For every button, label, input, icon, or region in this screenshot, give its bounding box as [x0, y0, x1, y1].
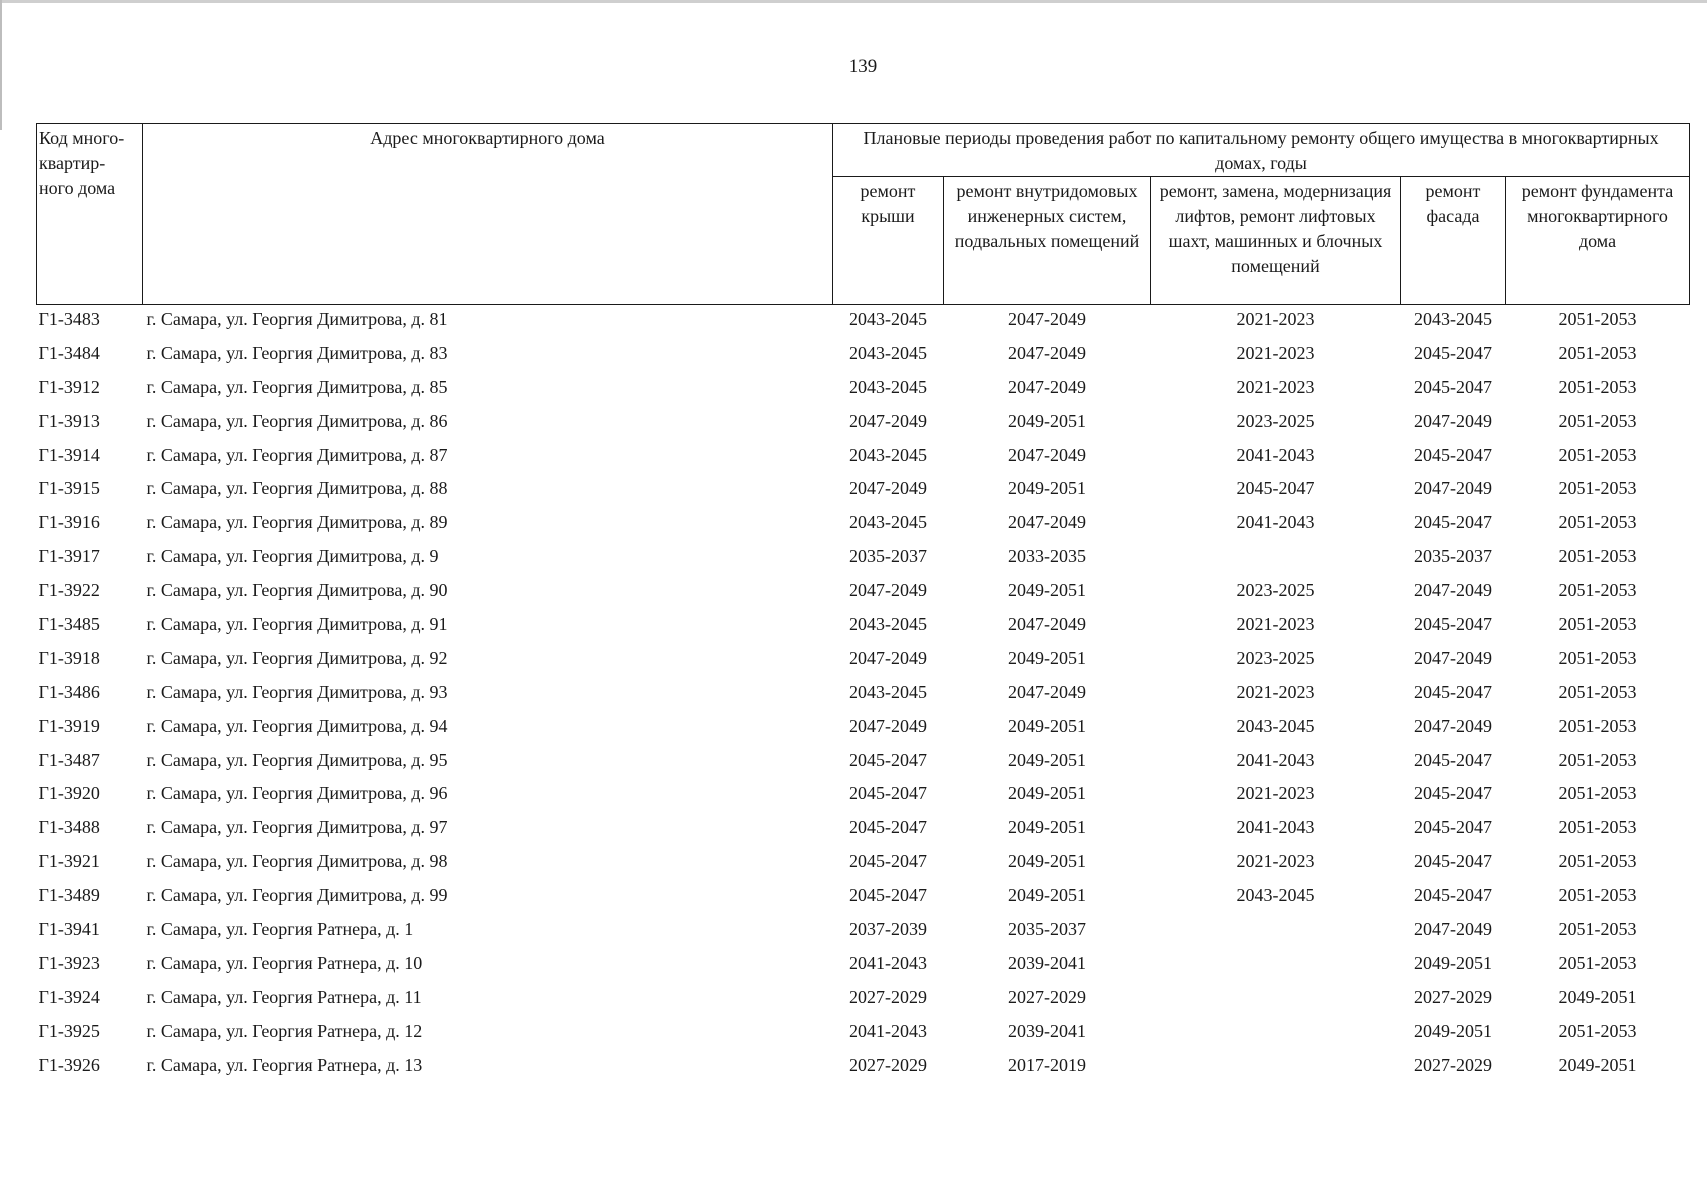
- cell-code: Г1-3918: [38, 647, 100, 668]
- cell-roof: 2035-2037: [849, 546, 927, 567]
- cell-foundation: 2051-2053: [1558, 817, 1637, 838]
- cell-foundation: 2051-2053: [1558, 919, 1637, 940]
- cell-engineering: 2049-2051: [1008, 410, 1086, 431]
- cell-lifts: 2041-2043: [1236, 444, 1315, 465]
- table-row: [37, 1019, 1690, 1053]
- cell-facade: 2047-2049: [1414, 478, 1492, 499]
- cell-foundation: 2051-2053: [1558, 851, 1637, 872]
- cell-foundation: 2051-2053: [1558, 952, 1637, 973]
- cell-roof: 2047-2049: [849, 478, 927, 499]
- cell-foundation: 2051-2053: [1558, 580, 1637, 601]
- table-row: [37, 476, 1690, 510]
- cell-code: Г1-3919: [38, 715, 100, 736]
- cell-foundation: 2051-2053: [1558, 681, 1637, 702]
- cell-code: Г1-3488: [38, 817, 100, 838]
- cell-address: г. Самара, ул. Георгия Ратнера, д. 11: [146, 986, 422, 1007]
- cell-code: Г1-3489: [38, 885, 100, 906]
- cell-engineering: 2047-2049: [1008, 309, 1086, 329]
- cell-lifts: 2021-2023: [1236, 614, 1315, 635]
- table-row: [37, 443, 1690, 477]
- cell-address: г. Самара, ул. Георгия Димитрова, д. 85: [146, 376, 448, 397]
- cell-engineering: 2035-2037: [1008, 919, 1086, 940]
- cell-foundation: 2051-2053: [1558, 614, 1637, 635]
- cell-foundation: 2049-2051: [1558, 1054, 1637, 1075]
- header-lifts: ремонт, замена, модернизация лифтов, ремонт лифтовых шахт, машинных и блочных помещений: [1151, 177, 1401, 305]
- cell-roof: 2047-2049: [849, 410, 927, 431]
- cell-facade: 2045-2047: [1414, 851, 1492, 872]
- cell-code: Г1-3484: [38, 342, 100, 363]
- cell-roof: 2027-2029: [849, 986, 927, 1007]
- table-row: [37, 815, 1690, 849]
- cell-roof: 2027-2029: [849, 1054, 927, 1075]
- cell-engineering: 2049-2051: [1008, 647, 1086, 668]
- cell-facade: 2045-2047: [1414, 681, 1492, 702]
- cell-roof: 2047-2049: [849, 647, 927, 668]
- cell-roof: 2045-2047: [849, 783, 927, 804]
- cell-code: Г1-3485: [38, 614, 100, 635]
- cell-lifts: 2023-2025: [1236, 647, 1315, 668]
- cell-facade: 2047-2049: [1414, 715, 1492, 736]
- table-row: [37, 951, 1690, 985]
- cell-foundation: 2051-2053: [1558, 309, 1637, 329]
- cell-address: г. Самара, ул. Георгия Димитрова, д. 92: [146, 647, 448, 668]
- cell-engineering: 2047-2049: [1008, 681, 1086, 702]
- cell-engineering: 2039-2041: [1008, 1020, 1086, 1041]
- cell-facade: 2045-2047: [1414, 444, 1492, 465]
- cell-foundation: 2051-2053: [1558, 342, 1637, 363]
- cell-lifts: 2021-2023: [1236, 342, 1315, 363]
- table-row: [37, 748, 1690, 782]
- table-row: [37, 781, 1690, 815]
- cell-address: г. Самара, ул. Георгия Димитрова, д. 88: [146, 478, 448, 499]
- table-header: [37, 124, 1690, 305]
- cell-facade: 2049-2051: [1414, 1020, 1492, 1041]
- cell-roof: 2045-2047: [849, 749, 927, 770]
- cell-facade: 2047-2049: [1414, 580, 1492, 601]
- cell-code: Г1-3926: [38, 1054, 100, 1075]
- cell-address: г. Самара, ул. Георгия Димитрова, д. 94: [146, 715, 448, 736]
- cell-engineering: 2047-2049: [1008, 614, 1086, 635]
- cell-facade: 2045-2047: [1414, 614, 1492, 635]
- header-facade: ремонт фасада: [1401, 177, 1506, 305]
- cell-lifts: 2041-2043: [1236, 512, 1315, 533]
- cell-lifts: 2021-2023: [1236, 376, 1315, 397]
- table-row: [37, 305, 1690, 341]
- cell-foundation: 2051-2053: [1558, 885, 1637, 906]
- cell-address: г. Самара, ул. Георгия Димитрова, д. 87: [146, 444, 448, 465]
- cell-facade: 2027-2029: [1414, 1054, 1492, 1075]
- table-row: [37, 985, 1690, 1019]
- cell-engineering: 2049-2051: [1008, 580, 1086, 601]
- cell-foundation: 2051-2053: [1558, 512, 1637, 533]
- table-row: [37, 578, 1690, 612]
- cell-engineering: 2047-2049: [1008, 444, 1086, 465]
- cell-lifts: [1151, 951, 1401, 985]
- cell-roof: 2037-2039: [849, 919, 927, 940]
- cell-lifts: [1151, 1053, 1401, 1087]
- cell-roof: 2045-2047: [849, 851, 927, 872]
- cell-roof: 2041-2043: [849, 1020, 927, 1041]
- cell-facade: 2027-2029: [1414, 986, 1492, 1007]
- cell-lifts: [1151, 985, 1401, 1019]
- table-row: [37, 612, 1690, 646]
- cell-roof: 2045-2047: [849, 885, 927, 906]
- cell-address: г. Самара, ул. Георгия Ратнера, д. 12: [146, 1020, 423, 1041]
- cell-engineering: 2017-2019: [1008, 1054, 1086, 1075]
- cell-facade: 2047-2049: [1414, 647, 1492, 668]
- table-row: [37, 714, 1690, 748]
- cell-address: г. Самара, ул. Георгия Димитрова, д. 90: [146, 580, 448, 601]
- table-row: [37, 646, 1690, 680]
- cell-code: Г1-3941: [38, 919, 100, 940]
- cell-foundation: 2051-2053: [1558, 715, 1637, 736]
- cell-lifts: 2021-2023: [1236, 783, 1315, 804]
- cell-code: Г1-3487: [38, 749, 100, 770]
- header-roof: ремонт крыши: [833, 177, 944, 305]
- cell-address: г. Самара, ул. Георгия Димитрова, д. 98: [146, 851, 448, 872]
- cell-engineering: 2049-2051: [1008, 817, 1086, 838]
- cell-lifts: 2041-2043: [1236, 749, 1315, 770]
- cell-roof: 2047-2049: [849, 580, 927, 601]
- cell-roof: 2041-2043: [849, 952, 927, 973]
- cell-code: Г1-3917: [38, 546, 100, 567]
- cell-lifts: [1151, 544, 1401, 578]
- cell-engineering: 2049-2051: [1008, 783, 1086, 804]
- cell-address: г. Самара, ул. Георгия Димитрова, д. 9: [146, 546, 439, 567]
- cell-address: г. Самара, ул. Георгия Димитрова, д. 93: [146, 681, 448, 702]
- header-row-top: [37, 124, 1690, 177]
- cell-address: г. Самара, ул. Георгия Ратнера, д. 10: [146, 952, 423, 973]
- header-foundation: ремонт фундамента многоквартирного дома: [1506, 177, 1690, 305]
- cell-code: Г1-3923: [38, 952, 100, 973]
- cell-facade: 2047-2049: [1414, 919, 1492, 940]
- cell-foundation: 2051-2053: [1558, 647, 1637, 668]
- header-address: Адрес многоквартирного дома: [143, 124, 833, 305]
- cell-code: Г1-3924: [38, 986, 100, 1007]
- table-row: [37, 375, 1690, 409]
- cell-lifts: 2023-2025: [1236, 410, 1315, 431]
- cell-facade: 2045-2047: [1414, 817, 1492, 838]
- table-row: [37, 341, 1690, 375]
- cell-facade: 2045-2047: [1414, 783, 1492, 804]
- cell-lifts: 2023-2025: [1236, 580, 1315, 601]
- cell-engineering: 2049-2051: [1008, 851, 1086, 872]
- cell-lifts: 2043-2045: [1236, 715, 1315, 736]
- cell-foundation: 2051-2053: [1558, 376, 1637, 397]
- cell-foundation: 2051-2053: [1558, 1020, 1637, 1041]
- cell-address: г. Самара, ул. Георгия Димитрова, д. 89: [146, 512, 448, 533]
- cell-roof: 2043-2045: [849, 512, 927, 533]
- cell-address: г. Самара, ул. Георгия Ратнера, д. 13: [146, 1054, 423, 1075]
- table-row: [37, 544, 1690, 578]
- table-row: [37, 883, 1690, 917]
- cell-address: г. Самара, ул. Георгия Димитрова, д. 95: [146, 749, 448, 770]
- cell-roof: 2043-2045: [849, 342, 927, 363]
- cell-facade: 2045-2047: [1414, 342, 1492, 363]
- cell-facade: 2045-2047: [1414, 749, 1492, 770]
- table-row: [37, 917, 1690, 951]
- cell-lifts: 2045-2047: [1236, 478, 1315, 499]
- cell-code: Г1-3914: [38, 444, 100, 465]
- header-engineering: ремонт внутридомовых инженерных систем, подвальных помещений: [944, 177, 1151, 305]
- cell-facade: 2045-2047: [1414, 376, 1492, 397]
- cell-address: г. Самара, ул. Георгия Димитрова, д. 96: [146, 783, 448, 804]
- cell-foundation: 2049-2051: [1558, 986, 1637, 1007]
- cell-engineering: 2047-2049: [1008, 342, 1086, 363]
- cell-foundation: 2051-2053: [1558, 783, 1637, 804]
- cell-foundation: 2051-2053: [1558, 410, 1637, 431]
- cell-facade: 2045-2047: [1414, 885, 1492, 906]
- cell-roof: 2043-2045: [849, 376, 927, 397]
- cell-engineering: 2049-2051: [1008, 885, 1086, 906]
- cell-lifts: [1151, 917, 1401, 951]
- table-row: [37, 849, 1690, 883]
- table-body: [37, 305, 1690, 1087]
- cell-foundation: 2051-2053: [1558, 444, 1637, 465]
- cell-engineering: 2049-2051: [1008, 478, 1086, 499]
- repair-schedule-table: [36, 123, 1690, 1086]
- cell-code: Г1-3913: [38, 410, 100, 431]
- cell-engineering: 2033-2035: [1008, 546, 1086, 567]
- cell-engineering: 2047-2049: [1008, 376, 1086, 397]
- page-top-edge: [0, 0, 1707, 3]
- header-code: Код много-квартир-ного дома: [37, 124, 143, 305]
- page-number: 139: [848, 56, 878, 77]
- cell-lifts: 2043-2045: [1236, 885, 1315, 906]
- cell-code: Г1-3921: [38, 851, 100, 872]
- table-row: [37, 1053, 1690, 1087]
- cell-lifts: 2021-2023: [1236, 309, 1315, 329]
- cell-lifts: 2021-2023: [1236, 681, 1315, 702]
- cell-foundation: 2051-2053: [1558, 546, 1637, 567]
- cell-address: г. Самара, ул. Георгия Димитрова, д. 86: [146, 410, 448, 431]
- cell-code: Г1-3915: [38, 478, 100, 499]
- cell-engineering: 2047-2049: [1008, 512, 1086, 533]
- cell-code: Г1-3483: [38, 309, 100, 329]
- cell-foundation: 2051-2053: [1558, 749, 1637, 770]
- cell-engineering: 2027-2029: [1008, 986, 1086, 1007]
- cell-facade: 2045-2047: [1414, 512, 1492, 533]
- cell-address: г. Самара, ул. Георгия Димитрова, д. 91: [146, 614, 448, 635]
- cell-facade: 2043-2045: [1414, 309, 1492, 329]
- cell-lifts: 2021-2023: [1236, 851, 1315, 872]
- cell-roof: 2043-2045: [849, 309, 927, 329]
- table-row: [37, 409, 1690, 443]
- cell-lifts: 2041-2043: [1236, 817, 1315, 838]
- cell-facade: 2047-2049: [1414, 410, 1492, 431]
- cell-address: г. Самара, ул. Георгия Димитрова, д. 81: [146, 309, 448, 329]
- cell-facade: 2035-2037: [1414, 546, 1492, 567]
- cell-roof: 2043-2045: [849, 614, 927, 635]
- cell-roof: 2047-2049: [849, 715, 927, 736]
- cell-address: г. Самара, ул. Георгия Ратнера, д. 1: [146, 919, 414, 940]
- table-row: [37, 510, 1690, 544]
- cell-engineering: 2049-2051: [1008, 749, 1086, 770]
- cell-code: Г1-3916: [38, 512, 100, 533]
- cell-code: Г1-3486: [38, 681, 100, 702]
- cell-roof: 2043-2045: [849, 444, 927, 465]
- cell-roof: 2043-2045: [849, 681, 927, 702]
- cell-engineering: 2049-2051: [1008, 715, 1086, 736]
- cell-code: Г1-3925: [38, 1020, 100, 1041]
- table-row: [37, 680, 1690, 714]
- cell-facade: 2049-2051: [1414, 952, 1492, 973]
- cell-address: г. Самара, ул. Георгия Димитрова, д. 83: [146, 342, 448, 363]
- cell-roof: 2045-2047: [849, 817, 927, 838]
- cell-foundation: 2051-2053: [1558, 478, 1637, 499]
- cell-address: г. Самара, ул. Георгия Димитрова, д. 97: [146, 817, 448, 838]
- cell-address: г. Самара, ул. Георгия Димитрова, д. 99: [146, 885, 448, 906]
- cell-engineering: 2039-2041: [1008, 952, 1086, 973]
- cell-code: Г1-3912: [38, 376, 100, 397]
- cell-code: Г1-3922: [38, 580, 100, 601]
- cell-code: Г1-3920: [38, 783, 100, 804]
- header-periods-group: Плановые периоды проведения работ по капитальному ремонту общего имущества в многоквартирных домах, годы: [833, 124, 1690, 177]
- cell-lifts: [1151, 1019, 1401, 1053]
